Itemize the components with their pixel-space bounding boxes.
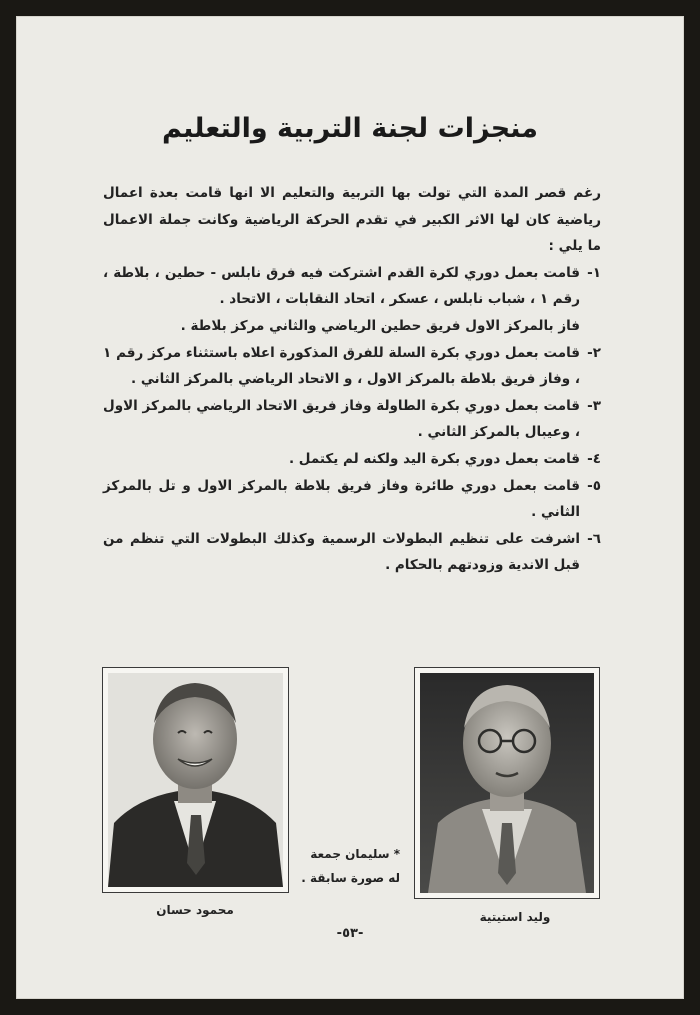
article-body xyxy=(103,180,601,579)
item-text: قامت بعمل دوري بكرة الطاولة وفاز فريق الاتحاد الرياضي بالمركز الاول ، وعيبال بالمركز الثاني . xyxy=(103,397,580,441)
list-item xyxy=(103,393,601,446)
item-text: قامت بعمل دوري بكرة اليد ولكنه لم يكتمل . xyxy=(288,450,580,467)
item-number: ١- xyxy=(587,264,601,281)
item-number: ٣- xyxy=(587,397,601,414)
page-number: -٥٣- xyxy=(336,926,364,941)
intro-paragraph: رغم قصر المدة التي تولت بها التربية والتعليم الا انها قامت بعدة اعمال رياضية كان لها الاثر الكبير في تقدم الحركة الرياضية وكانت جملة الاعمال ما يلي : xyxy=(103,185,601,255)
list-item xyxy=(103,340,601,393)
item-text: قامت بعمل دوري طائرة وفاز فريق بلاطة بالمركز الاول و تل بالمركز الثاني . xyxy=(103,477,580,521)
portrait-photo-left xyxy=(102,667,289,893)
photo-caption-right: وليد استيتية xyxy=(479,910,551,924)
list-item xyxy=(103,446,601,473)
item-text: قامت بعمل دوري لكرة القدم اشتركت فيه فرق نابلس - حطين ، بلاطة ، رقم ١ ، شباب نابلس ، عسكر ، اتحاد النقابات ، الاتحاد . xyxy=(103,264,580,308)
portrait-photo-right xyxy=(414,667,600,899)
photo-note xyxy=(300,842,400,890)
note-line: * سليمان جمعة xyxy=(310,847,400,861)
note-line: له صورة سابقة . xyxy=(301,871,400,885)
item-text: فاز بالمركز الاول فريق حطين الرياضي والثاني مركز بلاطة . xyxy=(180,317,580,334)
item-text: قامت بعمل دوري بكرة السلة للفرق المذكورة اعلاه باستثناء مركز رقم ١ ، وفاز فريق بلاطة بالمركز الاول ، و الاتحاد الرياضي بالمركز الثاني . xyxy=(103,344,580,388)
list-item xyxy=(103,260,601,340)
item-number: ٢- xyxy=(587,344,601,361)
list-item xyxy=(103,526,601,579)
item-number: ٦- xyxy=(587,530,601,547)
portrait-right-image xyxy=(420,673,594,893)
item-number: ٤- xyxy=(587,450,601,467)
page-title: منجزات لجنة التربية والتعليم xyxy=(162,113,538,144)
list-item xyxy=(103,473,601,526)
item-number: ٥- xyxy=(587,477,601,494)
photo-caption-left: محمود حسان xyxy=(156,903,234,917)
item-text: اشرفت على تنظيم البطولات الرسمية وكذلك البطولات التي تنظم من قبل الاندية وزودتهم بالحكام . xyxy=(103,530,580,574)
portrait-left-image xyxy=(108,673,283,887)
achievements-list xyxy=(103,260,601,579)
